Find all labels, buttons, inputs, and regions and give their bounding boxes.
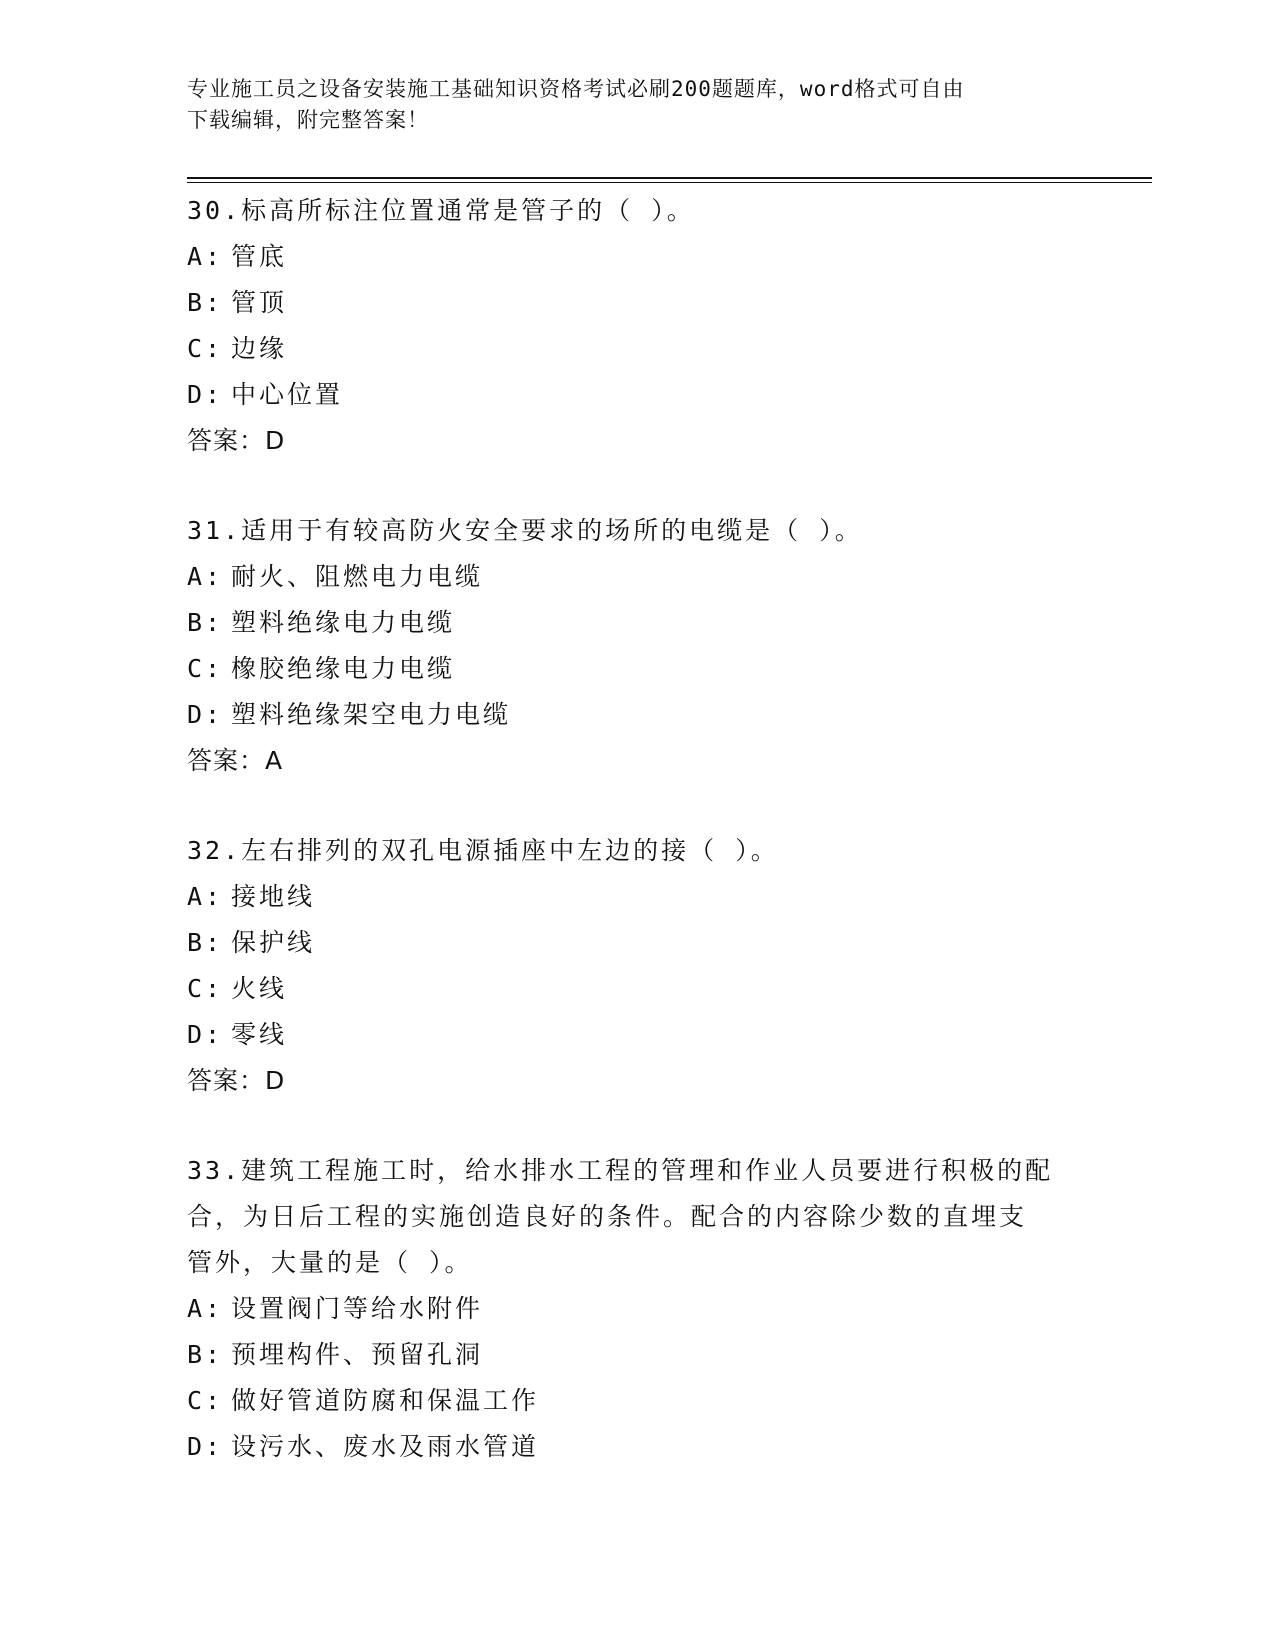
option-c: [187, 646, 1087, 692]
header-divider-thick: [187, 177, 1152, 179]
option-text: 设置阀门等给水附件: [231, 1294, 484, 1323]
option-a: [187, 874, 1087, 920]
option-text: 塑料绝缘架空电力电缆: [231, 700, 512, 729]
option-key: D:: [187, 380, 224, 409]
header-divider-thin: [187, 182, 1152, 183]
option-text: 火线: [231, 974, 288, 1003]
option-a: [187, 1286, 1087, 1332]
question-stem: 31.适用于有较高防火安全要求的场所的电缆是（ ）。: [187, 516, 863, 545]
option-text: 预埋构件、预留孔洞: [231, 1340, 484, 1369]
option-text: 零线: [231, 1020, 288, 1049]
option-b: [187, 600, 1087, 646]
option-key: D:: [187, 700, 224, 729]
option-text: 保护线: [231, 928, 316, 957]
option-text: 边缘: [231, 334, 288, 363]
option-c: [187, 1378, 1087, 1424]
option-text: 管底: [231, 242, 288, 271]
option-d: [187, 372, 1087, 418]
option-key: C:: [187, 1386, 224, 1415]
option-b: [187, 280, 1087, 326]
option-a: [187, 554, 1087, 600]
header-line-2: 下载编辑，附完整答案！: [187, 108, 429, 132]
header-line-1: 专业施工员之设备安装施工基础知识资格考试必刷200题题库，word格式可自由: [187, 77, 965, 101]
option-key: A:: [187, 242, 224, 271]
option-c: [187, 966, 1087, 1012]
option-text: 塑料绝缘电力电缆: [231, 608, 456, 637]
question-stem-line-2: 合，为日后工程的实施创造良好的条件。配合的内容除少数的直埋支: [187, 1202, 1028, 1231]
question-32: [187, 828, 1087, 1104]
option-key: C:: [187, 974, 224, 1003]
option-b: [187, 1332, 1087, 1378]
question-stem-line-1: 33.建筑工程施工时，给水排水工程的管理和作业人员要进行积极的配: [187, 1156, 1054, 1185]
option-key: D:: [187, 1020, 224, 1049]
option-a: [187, 234, 1087, 280]
option-key: A:: [187, 1294, 224, 1323]
option-text: 接地线: [231, 882, 316, 911]
option-c: [187, 326, 1087, 372]
option-key: A:: [187, 882, 224, 911]
option-key: B:: [187, 928, 224, 957]
answer-line: 答案：D: [187, 1066, 286, 1095]
option-text: 耐火、阻燃电力电缆: [231, 562, 484, 591]
option-key: B:: [187, 608, 224, 637]
option-key: B:: [187, 288, 224, 317]
option-key: C:: [187, 334, 224, 363]
option-key: C:: [187, 654, 224, 683]
option-text: 管顶: [231, 288, 288, 317]
option-d: [187, 1012, 1087, 1058]
option-text: 做好管道防腐和保温工作: [231, 1386, 540, 1415]
option-d: [187, 692, 1087, 738]
question-30: [187, 188, 1087, 464]
question-31: [187, 508, 1087, 784]
option-key: A:: [187, 562, 224, 591]
question-list: [187, 188, 1087, 1514]
question-33: [187, 1148, 1087, 1470]
option-key: B:: [187, 1340, 224, 1369]
option-text: 设污水、废水及雨水管道: [231, 1432, 540, 1461]
answer-line: 答案：D: [187, 426, 286, 455]
option-text: 橡胶绝缘电力电缆: [231, 654, 456, 683]
option-b: [187, 920, 1087, 966]
document-header: [187, 74, 1087, 136]
option-d: [187, 1424, 1087, 1470]
question-stem-line-3: 管外，大量的是（ ）。: [187, 1248, 473, 1277]
question-stem: 30.标高所标注位置通常是管子的（ ）。: [187, 196, 695, 225]
question-stem: 32.左右排列的双孔电源插座中左边的接（ ）。: [187, 836, 779, 865]
option-key: D:: [187, 1432, 224, 1461]
option-text: 中心位置: [231, 380, 344, 409]
answer-line: 答案：A: [187, 746, 284, 775]
